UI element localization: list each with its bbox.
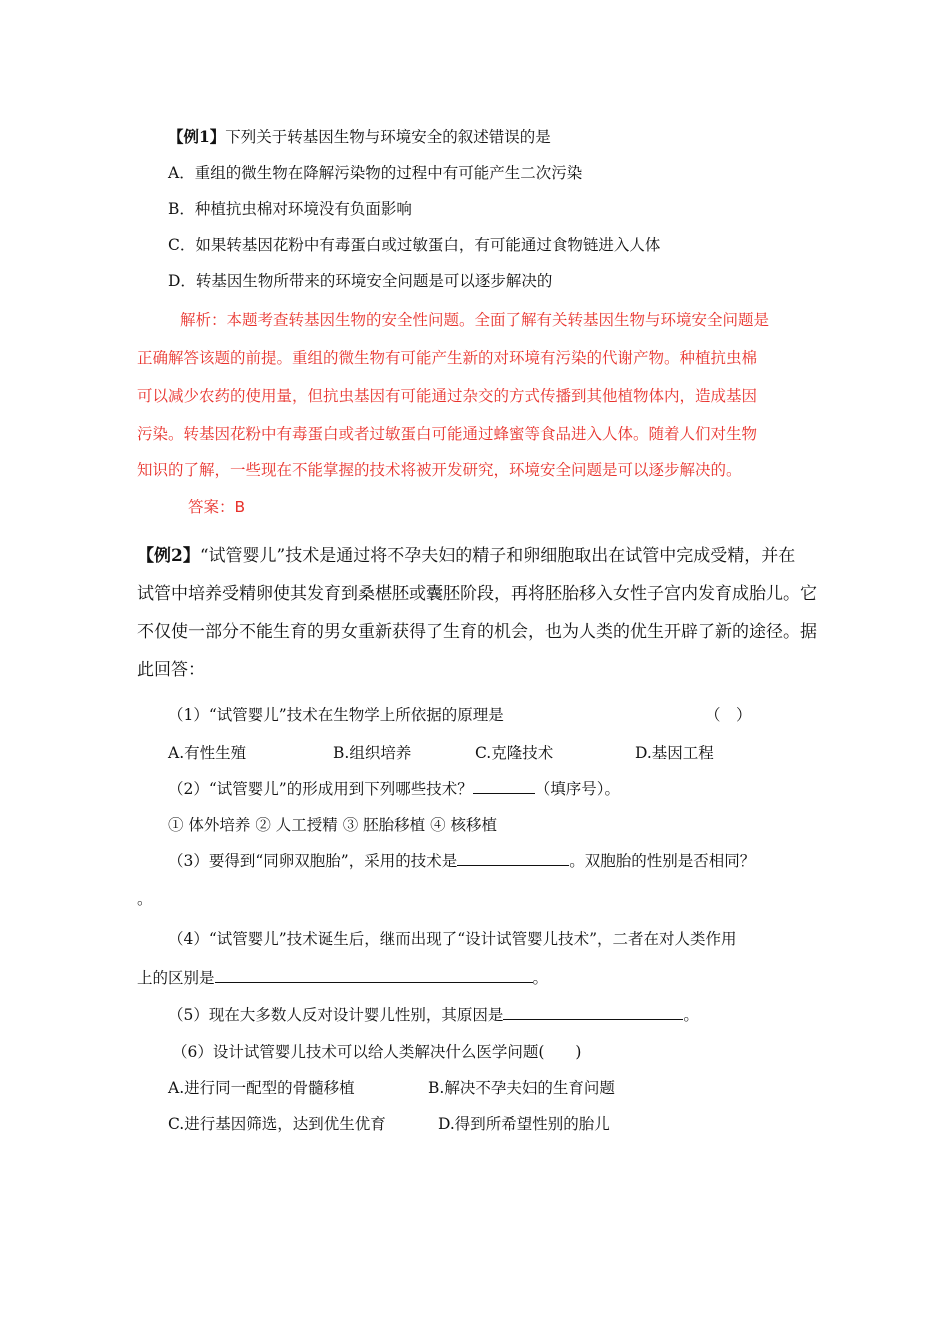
example2-intro-line-2: 试管中培养受精卵使其发育到桑椹胚或囊胚阶段，再将胚胎移入女性子宫内发育成胎儿。它 [137, 584, 817, 604]
example2-tag: 【例2】 [137, 546, 200, 566]
q3-text [168, 851, 755, 871]
example2-intro-text: “试管婴儿”技术是通过将不孕夫妇的精子和卵细胞取出在试管中完成受精，并在 [199, 546, 796, 566]
q4-prefix: 上的区别是 [137, 969, 215, 987]
q1-option-a: A.有性生殖 [168, 744, 247, 762]
q6-option-c: C.进行基因筛选，达到优生优育 [168, 1115, 386, 1133]
q2-prefix: （2）“试管婴儿”的形成用到下列哪些技术？ [168, 780, 473, 798]
q2-suffix: （填序号）。 [534, 780, 620, 798]
example2-intro-line-1 [137, 545, 795, 567]
q6-options-row-1 [168, 1078, 615, 1098]
analysis-line-4: 污染。转基因花粉中有毒蛋白或者过敏蛋白可能通过蜂蜜等食品进入人体。随着人们对生物 [137, 425, 758, 443]
analysis-line-5: 知识的了解，一些现在不能掌握的技术将被开发研究，环境安全问题是可以逐步解决的。 [137, 461, 742, 479]
q4-suffix: 。 [532, 969, 549, 987]
q1-text: （1）“试管婴儿”技术在生物学上所依据的原理是 [168, 706, 504, 724]
q1-options [168, 743, 714, 763]
q1-answer-paren: （ ） [705, 706, 752, 724]
q5-text [168, 1005, 699, 1025]
example1-stem [168, 127, 551, 147]
example1-tag: 【例1】 [168, 127, 226, 146]
q6-text: （6）设计试管婴儿技术可以给人类解决什么医学问题( ) [172, 1043, 582, 1061]
analysis-line-3: 可以减少农药的使用量，但抗虫基因有可能通过杂交的方式传播到其他植物体内，造成基因 [137, 387, 758, 405]
example2-intro-line-3: 不仅使一部分不能生育的男女重新获得了生育的机会，也为人类的优生开辟了新的途径。据 [137, 622, 817, 642]
q1-option-b: B.组织培养 [333, 744, 412, 762]
example1-option-c: C．如果转基因花粉中有毒蛋白或过敏蛋白，有可能通过食物链进入人体 [168, 236, 661, 254]
example1-option-a: A．重组的微生物在降解污染物的过程中有可能产生二次污染 [168, 164, 583, 182]
analysis-line-2: 正确解答该题的前提。重组的微生物有可能产生新的对环境有污染的代谢产物。种植抗虫棉 [137, 349, 758, 367]
q6-options-row-2 [168, 1114, 610, 1134]
q3-prefix: （3）要得到“同卵双胞胎”，采用的技术是 [168, 852, 458, 870]
q1-option-c: C.克隆技术 [475, 744, 554, 762]
q2-blank[interactable] [473, 779, 535, 794]
q4-line-1: （4）“试管婴儿”技术诞生后，继而出现了“设计试管婴儿技术”，二者在对人类作用 [168, 930, 737, 948]
example1-question: 下列关于转基因生物与环境安全的叙述错误的是 [225, 128, 551, 146]
answer: 答案：B [188, 498, 246, 516]
q5-blank[interactable] [503, 1005, 683, 1020]
q4-blank[interactable] [215, 968, 533, 983]
q3-suffix: 。双胞胎的性别是否相同？ [569, 852, 756, 870]
example2-intro-line-4: 此回答： [137, 660, 205, 680]
q5-suffix: 。 [683, 1006, 699, 1024]
q6-option-b: B.解决不孕夫妇的生育问题 [428, 1079, 615, 1097]
q6-option-a: A.进行同一配型的骨髓移植 [168, 1079, 355, 1097]
analysis-line-1: 解析：本题考查转基因生物的安全性问题。全面了解有关转基因生物与环境安全问题是 [180, 311, 770, 329]
q6-option-d: D.得到所希望性别的胎儿 [438, 1115, 610, 1133]
q4-line-2 [137, 968, 548, 988]
q5-prefix: （5）现在大多数人反对设计婴儿性别，其原因是 [168, 1006, 504, 1024]
example1-option-d: D．转基因生物所带来的环境安全问题是可以逐步解决的 [168, 272, 553, 290]
q2-text [168, 779, 620, 799]
example1-option-b: B．种植抗虫棉对环境没有负面影响 [168, 200, 412, 218]
q3-blank[interactable] [457, 851, 569, 866]
q1-option-d: D.基因工程 [635, 744, 714, 762]
q2-items: ① 体外培养 ② 人工授精 ③ 胚胎移植 ④ 核移植 [168, 816, 497, 834]
q3-tail: 。 [137, 890, 153, 908]
